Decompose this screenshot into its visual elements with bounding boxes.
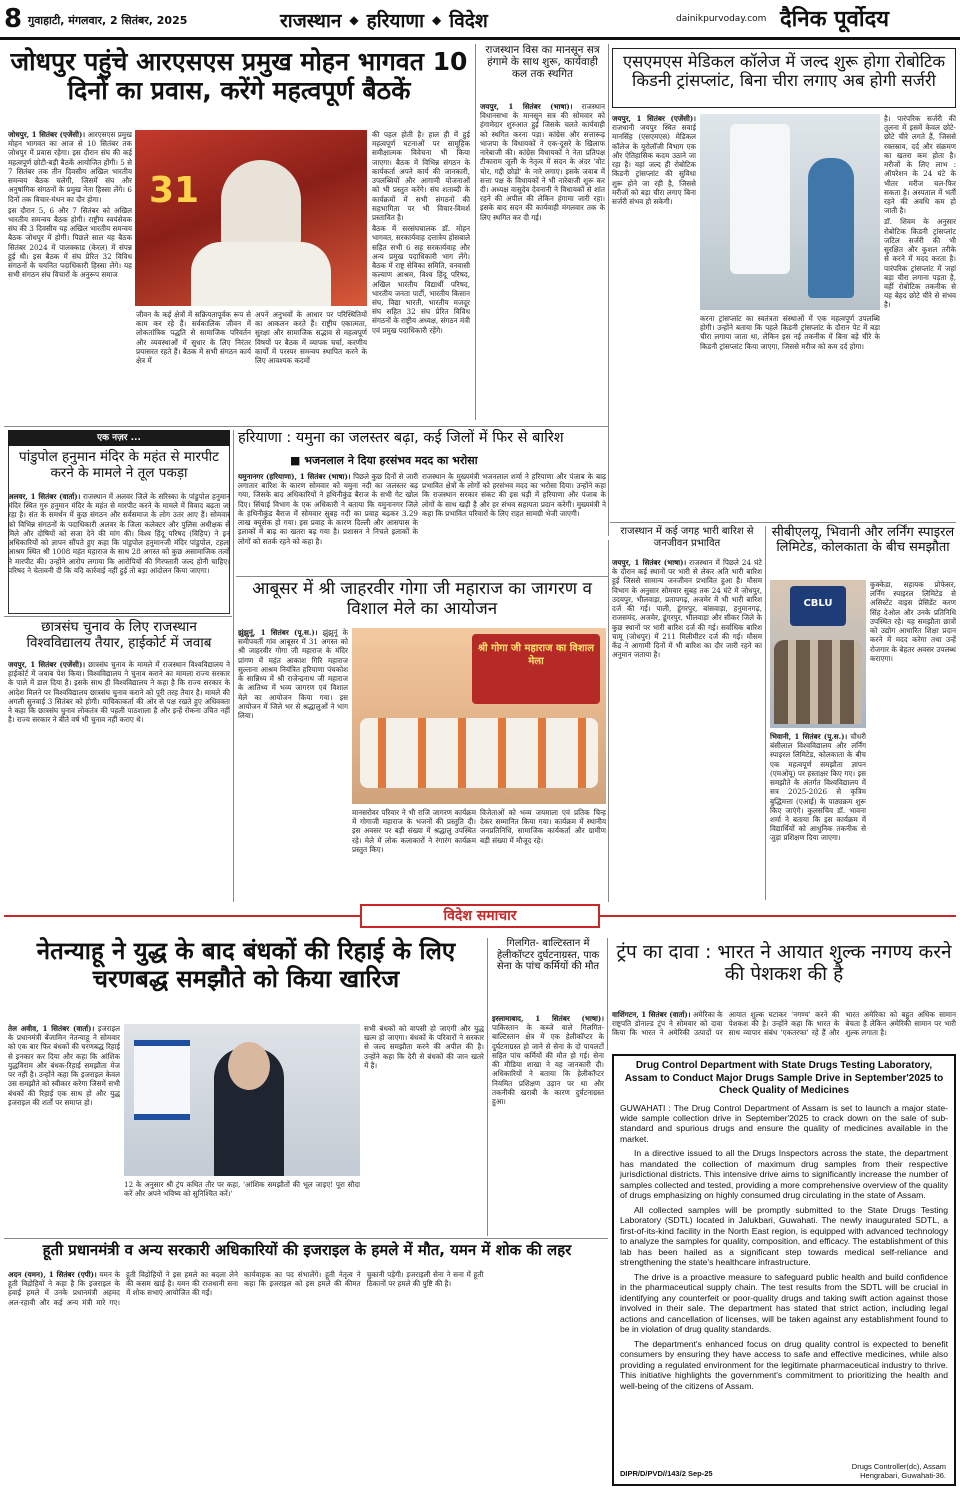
videsh-banner — [360, 904, 600, 928]
story5-p1: छात्रसंघ चुनाव के मामले में राजस्थान विश्वविद्यालय ने हाईकोर्ट में जवाब पेश किया। विश्वविद्यालय ने चुनाव कराने का मामला राज्य सरकार के पाले में डाल दिया है। इसके साथ ही विश्वविद्यालय ने कहा है कि राज्य सरकार के आदेश मिलने पर विश्वविद्यालय छात्रसंघ चुनाव कराने को पूरी तरह तैयार है। मामले की अगली सुनवाई 3 सितंबर को होगी। याचिकाकर्ता की ओर से पक्ष रखते हुए अधिवक्ता ने कहा कि छात्रसंघ चुनाव लोकतंत्र की पहली पाठशाला है और इन्हें रोकना उचित नहीं है। राज्य सरकार ने बीते वर्ष भी चुनाव नहीं कराए थे। — [8, 660, 230, 725]
story1-col1 — [8, 130, 132, 420]
story10-photo — [124, 1024, 360, 1176]
story5-headline[interactable]: छात्रसंघ चुनाव के लिए राजस्थान विश्वविद्यालय तैयार, हाईकोर्ट में जवाब — [26, 619, 212, 651]
story13-p2: कार्यवाहक का पद संभालेंगे। हूती नेतृत्व ने कहा कि इजराइल को इस हमले की कीमत चुकानी पड़ेगी। इजराइली सेना ने सना में हूती ठिकानों पर हमले की पुष्टि की है। — [244, 1270, 484, 1289]
story9-col2 — [352, 808, 476, 900]
section-haryana[interactable]: हरियाणा — [366, 10, 425, 32]
ad-sig-line1: Drugs Controller(dc), Assam — [851, 1462, 946, 1471]
story12-body — [612, 1010, 956, 1050]
story2-p1: राजस्थान विधानसभा के मानसून सत्र की सोमवार को हंगामेदार शुरुआत हुई जिसके चलते कार्यवाही को स्थगित करना पड़ा। कांग्रेस और सत्तारूढ़ भाजपा के विधायकों ने एक-दूसरे के खिलाफ नारेबाजी की। कांग्रेस विधायकों ने नेता प्रतिपक्ष टीकाराम जूली के नेतृत्व में सदन के अंदर 'वोट चोर, गद्दी छोड़ो' के नारे लगाए। इसके जवाब में सत्ता पक्ष के विधायकों ने भी नारेबाजी शुरू कर दी। अध्यक्ष वासुदेव देवनानी ने विधायकों से शांत रहने की अपील की लेकिन हंगामा जारी रहा। इसके बाद सदन की कार्यवाही मंगलवार तक के लिए स्थगित कर दी गई। — [480, 102, 605, 222]
story3-col3 — [884, 114, 956, 519]
diamond-icon: ◆ — [432, 13, 442, 27]
story10-p1: इजराइल के प्रधानमंत्री बेंजामिन नेतन्याहू ने सोमवार को एक बार फिर बंधकों की चरणबद्ध रिहाई से इनकार कर दिया और कहा कि आंशिक युद्धविराम और बंधक-रिहाई समझौता मेज पर नहीं है। उन्होंने कहा कि इजराइल केवल उस समझौते को स्वीकार करेगा जिसमें सभी बंधकों की रिहाई एक साथ हो और युद्ध इजराइल की शर्तों पर समाप्त हो। — [8, 1024, 120, 1107]
doctor-figure — [808, 158, 854, 298]
ad-signature — [852, 1462, 946, 1480]
story1-headline[interactable]: जोधपुर पहुंचे आरएसएस प्रमुख मोहन भागवत 10 दिनों का प्रवास, करेंगे महत्वपूर्ण बैठकें — [10, 47, 468, 105]
ad-p1: GUWAHATI : The Drug Control Department of Assam is set to launch a major state-wide sample collection drive in September'2025 to crack down on the sale of sub-standard and spurious drugs and ensure the quality of medicines available in the market. — [620, 1102, 948, 1144]
story10-col1 — [8, 1024, 120, 1234]
story1-dateline: जोधपुर, 1 सितंबर (एजेंसी)। — [8, 130, 86, 139]
story3-dateline: जयपुर, 1 सितंबर (एजेंसी)। — [612, 114, 696, 123]
story10-col2 — [124, 1180, 360, 1234]
section-bar — [280, 6, 660, 34]
ad-p2: In a directive issued to all the Drugs Inspectors across the state, the department has mandated the collection of maximum drug samples from their respective jurisdictional districts. This intensive drive aims to significantly increase the number of samples collected and tested, providing a more comprehensive overview of the quality of drugs emphasizing on highly consumed drug circulating in the state of Assam. — [620, 1148, 948, 1201]
story12-dateline: वाशिंगटन, 1 सितंबर (वार्ता)। — [612, 1010, 691, 1019]
ad-p3: All collected samples will be promptly submitted to the State Drugs Testing Laboratory (SDTL) located in Jalukbari, Guwahati. The newly inaugurated SDTL, a first-of-its-kind facility in the North East region, is equipped with advanced technology to analyze the samples for quality, composition, and efficacy. The establishment of this lab has been hailed as a significant step towards medical self-reliance and strengthening the state's healthcare infrastructure. — [620, 1204, 948, 1268]
story3-p3: है। पारंपरिक सर्जरी की तुलना में इसमें केवल छोटे-छोटे चीरे लगते हैं, जिससे रक्तस्राव, दर्द और संक्रमण का खतरा कम होता है। मरीजों के लिए लाभ : ऑपरेशन के 24 घंटे के भीतर मरीज चल-फिर सकता है। अस्पताल में भर्ती रहने की अवधि कम हो जाती है। — [884, 114, 956, 216]
story10-p2: 12 के अनुसार श्री ट्रंप कथित तौर पर कहा, 'आंशिक समझौतों की भूल जाइए! पूरा सौदा करें और अपने भविष्य को सुनिश्चित करें।' — [124, 1180, 360, 1199]
story11-p1: पाकिस्तान के कब्जे वाले गिलगित-बाल्टिस्तान क्षेत्र में एक हेलीकॉप्टर के दुर्घटनाग्रस्त हो जाने से सेना के दो पायलटों सहित पांच कर्मियों की मौत हो गई। सेना की मीडिया शाखा ने यह जानकारी दी। अधिकारियों ने बताया कि हेलीकॉप्टर नियमित प्रशिक्षण उड़ान पर था और तकनीकी खराबी के कारण दुर्घटनाग्रस्त हुआ। — [492, 1023, 604, 1106]
story3-p1: राजधानी जयपुर स्थित सवाई मानसिंह (एसएमएस) मेडिकल कॉलेज के यूरोलॉजी विभाग एक और ऐतिहासिक कदम उठाने जा रहा है। यहां जल्द ही रोबोटिक किडनी ट्रांसप्लांट की सुविधा शुरू होने जा रही है, जिससे मरीजों को बड़ा चीरा लगाए बिना सर्जरी संभव हो सकेगी। — [612, 123, 696, 206]
story13-headline[interactable]: हूती प्रधानमंत्री व अन्य सरकारी अधिकारियों की इजराइल के हमले में मौत, यमन में शोक की लहर — [42, 1241, 572, 1259]
story11-body — [492, 1014, 604, 1234]
ad-body — [620, 1103, 948, 1392]
photo-body — [191, 242, 331, 306]
story8-col-left — [770, 732, 866, 900]
story8-photo — [770, 580, 866, 728]
paper-logo: दैनिक पूर्वोदय — [780, 7, 890, 32]
story13-col2 — [244, 1270, 606, 1486]
ek-nazar-label: एक नज़र ... — [8, 430, 230, 446]
story10-headline[interactable]: नेतन्याहू ने युद्ध के बाद बंधकों की रिहाई के लिए चरणबद्ध समझौते को किया खारिज — [36, 937, 456, 993]
story1-p1: आरएसएस प्रमुख मोहन भागवत का आज से 10 सितंबर तक जोधपुर में प्रवास रहेगा। इस दौरान संघ की कई महत्वपूर्ण छोटी-बड़ी बैठकें आयोजित होंगी। 5 से 7 सितंबर तक तीन दिवसीय अखिल भारतीय समन्वय बैठक चलेगी, जिसमें संघ और अनुषांगिक संगठनों के प्रमुख नेता हिस्सा लेंगे। 6 दिनों तक विचार-मंथन का दौर होगा। — [8, 130, 132, 204]
story10-dateline: तेल अवीव, 1 सितंबर (वार्ता)। — [8, 1024, 95, 1033]
drug-control-ad — [612, 1054, 956, 1486]
story6-headline[interactable]: हरियाणा : यमुना का जलस्तर बढ़ा, कई जिलों में फिर से बारिश — [238, 430, 564, 446]
story9-photo — [352, 628, 606, 804]
story6-p2: राजस्थान के मुख्यमंत्री भजनलाल शर्मा ने हरियाणा और पंजाब के बाढ़ प्रभावित क्षेत्रों के लोगों को हरसंभव मदद का भरोसा दिया। उन्होंने कहा कि राजस्थान सरकार संकट की इस घड़ी में हरियाणा और पंजाब के लोगों के साथ खड़ी है और हर संभव सहायता प्रदान करेगी। मुख्यमंत्री ने कहा कि प्रभावित परिवारों के लिए राहत सामग्री भेजी जाएगी। — [422, 472, 606, 518]
ad-sig-line2: Hengrabari, Guwahati-36. — [860, 1471, 946, 1480]
ad-ref: DIPR/D/PVD//143/2 Sep-25 — [620, 1469, 713, 1478]
photo-banner-text: 31 — [149, 170, 200, 211]
story3-col1 — [612, 114, 696, 519]
story9-col3 — [480, 808, 606, 900]
people-group — [774, 640, 862, 724]
site-url[interactable]: dainikpurvoday.com — [676, 14, 767, 24]
story13-dateline: अदन (यमन), 1 सितंबर (एपी)। — [8, 1270, 97, 1279]
story13-col1 — [8, 1270, 238, 1486]
ek-nazar-headline[interactable]: पांडुपोल हनुमान मंदिर के महंत से मारपीट करने के मामले ने तूल पकड़ा — [19, 449, 219, 481]
story6-subhead-text: भजनलाल ने दिया हरसंभव मदद का भरोसा — [304, 454, 478, 467]
story9-dateline: झुंझुनूं, 1 सितंबर (पू.स.)। — [238, 628, 318, 637]
story9-p3: विजेताओं को भव्य जयमाला एवं प्रतिक चिन्ह देकर सम्मानित किया गया। कार्यक्रम में स्थानीय जनप्रतिनिधि, सामाजिक कार्यकर्ता और ग्रामीण बड़ी संख्या में मौजूद रहे। — [480, 808, 606, 845]
story6-subhead — [290, 453, 540, 469]
ek-nazar-dateline: अलवर, 1 सितंबर (वार्ता)। — [8, 492, 81, 501]
story10-col3 — [364, 1024, 484, 1234]
story13-p1: यमन के हूती विद्रोहियों ने कहा है कि इजराइल के हवाई हमले में उनके प्रधानमंत्री अहमद अल-रहावी और कई अन्य मंत्री मारे गए। हूती विद्रोहियों ने इस हमले का बदला लेने की कसम खाई है। यमन की राजधानी सना में शोक सभाएं आयोजित की गईं। — [8, 1270, 238, 1307]
story6-col1 — [238, 472, 418, 572]
story9-headline[interactable]: आबूसर में श्री जाहरवीर गोगा जी महाराज का जागरण व विशाल मेले का आयोजन — [252, 579, 592, 619]
story5-dateline: जयपुर, 1 सितंबर (एजेंसी)। — [8, 660, 86, 669]
story8-p1: चौधरी बंसीलाल विश्वविद्यालय और लर्निंग स्पाइरल लिमिटेड, कोलकाता के बीच एक महत्वपूर्ण समझौता ज्ञापन (एमओयू) पर हस्ताक्षर किए गए। इस समझौते के अंतर्गत विश्वविद्यालय में सत्र 2025-2026 से कृत्रिम बुद्धिमत्ता (एआई) के पाठ्यक्रम शुरू किए जाएंगे। कुलसचिव डॉ. भावना शर्मा ने बताया कि इस कार्यक्रम में विद्यार्थियों को आधुनिक तकनीक से जुड़ा प्रशिक्षण दिया जाएगा। — [770, 732, 866, 843]
photo-person — [221, 160, 301, 250]
story6-col2 — [422, 472, 606, 572]
speaker-head — [228, 1042, 270, 1090]
story9-col1 — [238, 628, 348, 900]
story3-col2 — [700, 314, 880, 519]
masthead-date: गुवाहाटी, मंगलवार, 2 सितंबर, 2025 — [28, 14, 188, 27]
story11-dateline: इस्लामाबाद, 1 सितंबर (भाषा)। — [492, 1014, 604, 1023]
ek-nazar-body — [8, 492, 230, 614]
mela-banner-text: श्री गोगा जी महाराज का विशाल मेला — [477, 643, 595, 667]
story6-p1: पिछले कुछ दिनों से जारी लगातार बारिश के कारण सोमवार को यमुना नदी का जलस्तर बढ़ गया, जिसके बाद अधिकारियों ने हथिनीकुंड बैराज के सभी गेट खोल दिए। सिंचाई विभाग के एक अधिकारी ने बताया कि यमुनानगर जिले के हथिनीकुंड बैराज में सोमवार सुबह नदी का प्रवाह बढ़कर 3.29 लाख क्यूसेक हो गया। इस प्रवाह के कारण दिल्ली और आसपास के इलाकों में बाढ़ का खतरा बढ़ गया है। प्रशासन ने निचले इलाकों के लोगों को सतर्क रहने को कहा है। — [238, 472, 418, 546]
ad-title[interactable]: Drug Control Department with State Drugs Testing Laboratory, Assam to Conduct Major Drugs Sample Drive in September'2025 to Check Quality of Medicines — [624, 1060, 944, 1096]
ad-p4: The drive is a proactive measure to safeguard public health and build confidence in the pharmaceutical supply chain. The test results from the SDTL will be crucial in identifying any counterfeit or poor-quality drugs and taking swift action against those involved in their sale. The department has stated that strict action, including legal actions and cancellation of licenses, will be taken against any establishment found to be in violation of drug quality standards. — [620, 1271, 948, 1335]
ad-p5: The department's enhanced focus on drug quality control is expected to benefit consumers by ensuring they have access to safe and effective medicines, while also providing a regulated environment for the legitimate pharmaceutical industry to thrive. This initiative highlights the government's commitment to prioritizing the health and well-being of the citizens of Assam. — [620, 1338, 948, 1391]
videsh-banner-text: विदेश समाचार — [443, 908, 517, 924]
story7-body — [612, 558, 762, 900]
story1-p6: बैठक में सरसंघचालक डॉ. मोहन भागवत, सरकार्यवाह दत्तात्रेय होसबाले सहित सभी 6 सह सरकार्यवाह और अन्य प्रमुख पदाधिकारी भाग लेंगे। बैठक में राष्ट्र सेविका समिति, वनवासी कल्याण आश्रम, विश्व हिंदू परिषद, अखिल भारतीय विद्यार्थी परिषद, भारतीय जनता पार्टी, भारतीय किसान संघ, विद्या भारती, भारतीय मजदूर संघ सहित 32 संघ प्रेरित विविध संगठनों के राष्ट्रीय अध्यक्ष, संगठन मंत्री एवं प्रमुख पदाधिकारी रहेंगे। — [372, 224, 470, 335]
section-videsh[interactable]: विदेश — [449, 10, 488, 32]
story8-col-right — [870, 580, 956, 900]
story9-p2: मानसरोवर परिवार ने भी राजि जागरण कार्यक्रम में गोगाजी महाराज के भजनों की प्रस्तुति दी। इस अवसर पर बड़ी संख्या में श्रद्धालु उपस्थित रहे। मेले में लोक कलाकारों ने रंगारंग कार्यक्रम प्रस्तुत किए। — [352, 808, 476, 854]
story6-dateline: यमुनानगर (हरियाणा), 1 सितंबर (भाषा)। — [238, 472, 351, 481]
story9-p1: झुंझुनूं के समीपवर्ती गांव आबूसर में 31 अगस्त को श्री जाहरवीर गोगा जी महाराज के मंदिर प्रांगण में महंत आकाश गिरि महाराज सुल्ताना आश्रम नियंत्रित हरियाणा पंचकोश के सान्निध्य में श्री राजेन्द्रनाथ जी महाराज के आतिथ्य में भव्य जागरण एवं विशाल मेले का आयोजन किया गया। इस आयोजन में जिले भर से श्रद्धालुओं ने भाग लिया। — [238, 628, 348, 720]
story7-dateline: जयपुर, 1 सितंबर (भाषा)। — [612, 558, 687, 567]
story1-p5: की पहल होती है। हाल ही में हुई महत्वपूर्ण घटनाओं पर सामूहिक समीक्षात्मक विवेचना भी किया जाएगा। बैठक में विभिन्न संगठन के कार्यकर्ता अपने कार्य की जानकारी, उपलब्धियों और आगामी योजनाओं को भी प्रस्तुत करेंगे। संघ शताब्दी के कार्यक्रमों में सभी संगठनों की सहभागिता पर भी विचार-विमर्श प्रस्तावित है। — [372, 130, 470, 222]
story3-photo — [700, 114, 880, 310]
story10-p3: सभी बंधकों को वापसी हो जाएगी और युद्ध खत्म हो जाएगा। बंधकों के परिवारों ने सरकार से जल्द समझौता करने की अपील की है। उन्होंने कहा कि देरी से बंधकों की जान खतरे में है। — [364, 1024, 484, 1070]
story1-p4: अपने अनुभवों के आधार पर परिस्थितियों का आकलन करते हैं। राष्ट्रीय एकात्मता, सुरक्षा और सामाजिक सद्भाव से महत्वपूर्ण विषयों पर बैठक में व्यापक चर्चा, करणीय कार्यों में परस्पर समन्वय स्थापित करने के लिए आवश्यक कदमों — [255, 310, 367, 366]
israel-flag — [134, 1040, 190, 1120]
masthead — [0, 0, 960, 40]
story7-p1: राजस्थान में पिछले 24 घंटे के दौरान कई स्थानों पर भारी से लेकर अति भारी बारिश हुई जिससे सामान्य जनजीवन प्रभावित हुआ है। मौसम विभाग के अनुसार सोमवार सुबह तक 24 घंटे में जोधपुर, उदयपुर, भीलवाड़ा, प्रतापगढ़, अजमेर में भी भारी बारिश दर्ज की गई। पाली, डूंगरपुर, बांसवाड़ा, हनुमानगढ़, राजसमंद, अजमेर, डूंगरपुर, भीलवाड़ा और सीकर जिले के कुछ स्थानों पर भारी बारिश दर्ज की गई। सर्वाधिक बारिश चामू (जोधपुर) में 211 मिलीमीटर दर्ज की गई। मौसम केंद्र ने आगामी दिनों में भी बारिश का दौर जारी रहने का अनुमान जताया है। — [612, 558, 762, 660]
story7-headline[interactable]: राजस्थान में कई जगह भारी बारिश से जनजीवन प्रभावित — [620, 526, 754, 549]
story3-headline[interactable]: एसएमएस मेडिकल कॉलेज में जल्द शुरू होगा रोबोटिक किडनी ट्रांसप्लांट, बिना चीरा लगाए अब होगी सर्जरी — [612, 48, 956, 108]
section-rajasthan[interactable]: राजस्थान — [280, 10, 342, 32]
story1-p3: जीवन के कई क्षेत्रों में सक्रियतापूर्वक रूप से काम कर रहे हैं। सर्वकालिक जीवन में लोकतांत्रिक पद्धति से सामाजिक परिवर्तन और व्यवस्थाओं में सुधार के लिए निरंतर प्रयासरत रहते हैं। बैठक में सभी संगठन कार्य क्षेत्र में — [136, 310, 251, 366]
square-bullet-icon: ■ — [290, 454, 305, 467]
story2-headline[interactable]: राजस्थान विस का मानसून सत्र हंगामे के साथ शुरू, कार्यवाही कल तक स्थगित — [485, 44, 600, 81]
story8-p2: कुक्केडा, सहायक प्रोफेसर, लर्निंग स्पाइरल लिमिटेड से असिस्टेंट वाइस प्रेसिडेंट करण सिंह देओल और उनके प्रतिनिधि उपस्थित रहे। यह समझौता छात्रों को उद्योग आधारित शिक्षा प्रदान करने में मदद करेगा तथा उन्हें रोजगार के बेहतर अवसर उपलब्ध कराएगा। — [870, 580, 956, 663]
story8-dateline: भिवानी, 1 सितंबर (पू.स.)। — [770, 732, 848, 741]
story3-p2: करना ट्रांसप्लांट का स्वतंत्रता संस्थाओं में एक महत्वपूर्ण उपलब्धि होगी। उन्होंने बताया कि पहले किडनी ट्रांसप्लांट के दौरान पेट में बड़ा चीरा लगाया जाता था, लेकिन इस नई तकनीक में बिना बड़े चीरे के किडनी ट्रांसप्लांट किया जाएगा, जिससे मरीज को कम दर्द होगा। — [700, 314, 880, 351]
story12-p1: अमेरिका के राष्ट्रपति डोनाल्ड ट्रंप ने सोमवार को दावा किया कि भारत ने अमेरिकी उत्पादों पर आयात शुल्क घटाकर 'नगण्य' करने की पेशकश की है। उन्होंने कहा कि भारत के साथ व्यापार संबंध 'एकतरफा' रहे हैं और भारत अमेरिका को बहुत अधिक सामान बेचता है लेकिन अमेरिकी सामान पर भारी शुल्क लगाता है। — [612, 1010, 956, 1038]
story12-headline[interactable]: ट्रंप का दावा : भारत ने आयात शुल्क नगण्य करने की पेशकश की है — [616, 941, 952, 985]
stage-people — [360, 718, 598, 788]
diamond-icon: ◆ — [349, 13, 359, 27]
robot-arm — [730, 124, 790, 274]
story1-p2: इस दौरान 5, 6 और 7 सितंबर को अखिल भारतीय समन्वय बैठक होगी। राष्ट्रीय स्वयंसेवक संघ की 3 दिवसीय यह अखिल भारतीय समन्वय बैठक जोधपुर में होगी। पिछले साल यह बैठक सितंबर 2024 में पालक्काड (केरल) में संपन्न हुई थी। इस बैठक में संघ प्रेरित 32 विविध संगठनों के चयनित पदाधिकारी हिस्सा लेंगे। यह सभी संगठन संघ विचारों के अनुरूप समाज — [8, 205, 132, 280]
cblu-logo-text: CBLU — [803, 598, 833, 609]
story11-headline[interactable]: गिलगित- बाल्टिस्तान में हेलीकॉप्टर दुर्घटनाग्रस्त, पाक सेना के पांच कर्मियों की मौत — [496, 938, 600, 972]
story1-col4 — [372, 130, 470, 422]
story2-dateline: जयपुर, 1 सितंबर (भाषा)। — [480, 102, 573, 111]
story5-body — [8, 660, 230, 896]
story2-body — [480, 102, 605, 420]
ek-nazar-p1: राजस्थान में अलवर जिले के सरिस्का के पांडुपोल हनुमान मंदिर स्थित गुरु हनुमान मंदिर के महंत से मारपीट करने के मामले में विवाद बढ़ता जा रहा है। संत के समर्थन में कुछ संगठन और सर्वसमाज के लोग उतर आए हैं। सोमवार को विभिन्न संगठनों के पदाधिकारी अलवर के जिला कलेक्टर और पुलिस अधीक्षक से मिले और दोषियों को सजा देने की मांग की। विश्व हिंदू परिषद (विहिप) ने इन अधिकारियों को ज्ञापन सौंपते हुए कहा कि पांडुपोल हनुमानजी मंदिर पांडुपोल, टहला आश्रम स्थित श्री 1008 महंत महाराज के साथ 28 अगस्त को कुछ असामाजिक तत्वों ने मारपीट की। उन्होंने आरोप लगाया कि आरोपियों की गिरफ्तारी जल्द होनी चाहिए। परिषद ने चेतावनी दी कि यदि कार्रवाई नहीं हुई तो बड़ा आंदोलन किया जाएगा। — [8, 492, 230, 575]
story1-col2 — [136, 310, 251, 422]
story3-p4: डॉ. शिवम के अनुसार रोबोटिक किडनी ट्रांसप्लांट जटिल सर्जरी की भी सुरक्षित और कुशल तरीके से करने में मदद करता है। पारंपरिक ट्रांसप्लांट में जहां बड़ा चीरा लगाना पड़ता है, वहीं रोबोटिक तकनीक से यह बेहद छोटे चीरे से संभव है। — [884, 217, 956, 310]
page-number: 8 — [4, 4, 23, 34]
story1-col3 — [255, 310, 367, 422]
story8-headline[interactable]: सीबीएलयू, भिवानी और लर्निंग स्पाइरल लिमिटेड, कोलकाता के बीच समझौता — [771, 525, 955, 555]
story1-photo — [135, 130, 367, 306]
